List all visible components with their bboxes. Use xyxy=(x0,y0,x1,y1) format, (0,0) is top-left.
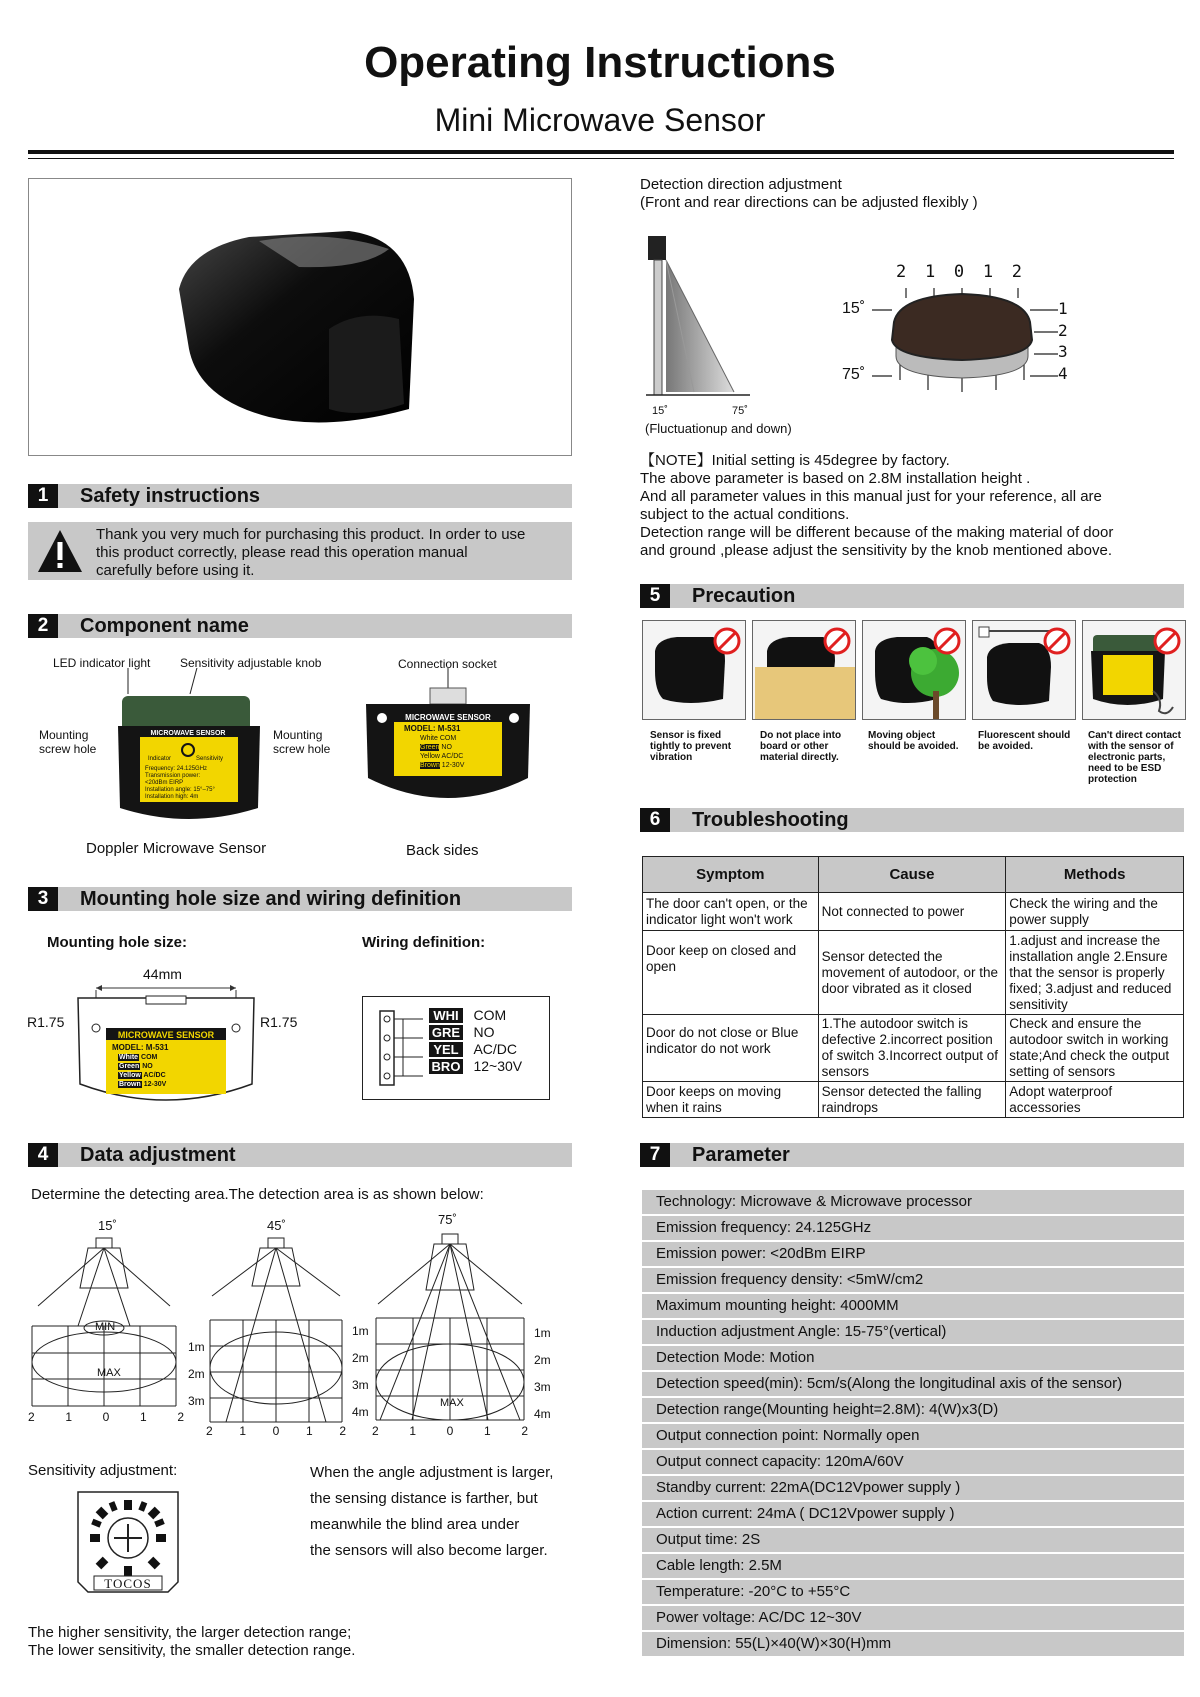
table-row: Door do not close or Blue indicator do not work 1.The autodoor switch is defective 2.incorrect position of switch 3.Incorrect output of sensors Check and ensure the autodoor switch in working state;And check the output setting of sensors xyxy=(643,1015,1184,1082)
section-component-header xyxy=(28,614,572,638)
scale-3: 2 1 0 1 2 xyxy=(372,1424,528,1438)
wire-func: AC/DC xyxy=(473,1041,518,1057)
angle-label-45: 45˚ xyxy=(267,1218,286,1233)
precaution-card-fluorescent xyxy=(972,620,1076,720)
section-number: 1 xyxy=(28,484,58,508)
precaution-card-vibration xyxy=(642,620,746,720)
terminal-icon xyxy=(379,1007,425,1091)
parameter-row: Detection speed(min): 5cm/s(Along the longitudinal axis of the sensor) xyxy=(642,1372,1184,1396)
section-number: 2 xyxy=(28,614,58,638)
front-board-diagram xyxy=(118,668,260,828)
precaution-caption: Moving object should be avoided. xyxy=(868,730,959,752)
angle-label-15: 15˚ xyxy=(98,1218,117,1233)
hole-label-wires: White COM Green NO Yellow AC/DC Brown 12-30V xyxy=(119,1054,167,1088)
section-label: Safety instructions xyxy=(80,485,261,507)
hole-width-label: 44mm xyxy=(143,966,182,982)
front-sensitivity-label: Sensitivity xyxy=(196,756,224,762)
direction-right-scale: 1 2 3 4 xyxy=(1058,299,1068,383)
safety-text-line: Thank you very much for purchasing this product. In order to use xyxy=(96,526,526,543)
safety-text-line: carefully before using it. xyxy=(96,562,255,579)
distance-3m: 3m xyxy=(352,1378,369,1392)
column-header: Cause xyxy=(818,857,1006,893)
wire-code: GRE xyxy=(429,1025,463,1040)
wire-code: BRO xyxy=(429,1059,463,1074)
radius-left-label: R1.75 xyxy=(27,1014,65,1030)
table-row: Door keep on closed and open Sensor detected the movement of autodoor, or the door vibrated as it closed 1.adjust and increase the installation angle 2.Ensure that the sensor is properly fixed; 3.adjust and reduced sensitivity xyxy=(643,931,1184,1015)
section-label: Mounting hole size and wiring definition xyxy=(80,888,462,910)
sensitivity-label: Sensitivity adjustment: xyxy=(28,1462,178,1479)
page-subtitle: Mini Microwave Sensor xyxy=(434,102,766,138)
angle-note: When the angle adjustment is larger, the sensing distance is farther, but meanwhile the blind area under the sensors will also become larger. xyxy=(310,1464,554,1559)
distance-3m: 3m xyxy=(188,1394,205,1408)
section-label: Component name xyxy=(80,615,249,637)
parameter-row: Temperature: -20°C to +55°C xyxy=(642,1580,1184,1604)
note-block: 【NOTE】Initial setting is 45degree by factory. The above parameter is based on 2.8M installation height . And all parameter values in this manual just for your reference, all are subject to the actual conditions. Detection range will be different because of the making material of door and ground ,please adjust the sensitivity by the knob mentioned above. xyxy=(640,452,1114,559)
section-label: Troubleshooting xyxy=(692,809,849,831)
back-label-title: MICROWAVE SENSOR xyxy=(405,713,491,722)
radius-right-label: R1.75 xyxy=(260,1014,298,1030)
wiring-definition-box xyxy=(362,996,550,1100)
column-header: Methods xyxy=(1006,857,1184,893)
section-troubleshooting-header xyxy=(640,808,1184,832)
sensitivity-brand: TOCOS xyxy=(104,1576,152,1591)
precaution-caption: Fluorescent should be avoided. xyxy=(978,730,1071,752)
front-caption: Doppler Microwave Sensor xyxy=(86,840,267,857)
section-number: 6 xyxy=(640,808,670,832)
direction-sensor-topview xyxy=(870,286,1070,394)
precaution-caption: Can't direct contact with the sensor of electronic parts, need to be ESD protection xyxy=(1088,730,1181,785)
parameter-row: Detection Mode: Motion xyxy=(642,1346,1184,1370)
precaution-caption: Do not place into board or other material directly. xyxy=(760,730,842,763)
parameter-row: Technology: Microwave & Microwave processor xyxy=(642,1190,1184,1214)
precaution-card-esd xyxy=(1082,620,1186,720)
parameter-row: Emission frequency: 24.125GHz xyxy=(642,1216,1184,1240)
detection-area-75-diagram xyxy=(372,1232,528,1424)
direction-cone-diagram xyxy=(644,232,754,400)
hole-label-model: MODEL: M-531 xyxy=(112,1043,169,1052)
section-number: 3 xyxy=(28,887,58,911)
safety-box xyxy=(28,522,572,580)
table-row: Door keeps on moving when it rains Sensor detected the falling raindrops Adopt waterproof accessories xyxy=(643,1082,1184,1118)
section-number: 4 xyxy=(28,1143,58,1167)
min-label: MIN xyxy=(95,1321,116,1333)
max-label: MAX xyxy=(97,1367,121,1379)
section-number: 7 xyxy=(640,1143,670,1167)
data-intro: Determine the detecting area.The detection area is as shown below: xyxy=(31,1186,484,1203)
wire-func: NO xyxy=(473,1024,495,1040)
parameter-list xyxy=(642,1190,1184,1658)
direction-title: Detection direction adjustment (Front and rear directions can be adjusted flexibly ) xyxy=(640,176,978,211)
product-photo xyxy=(28,178,572,456)
hole-label-title: MICROWAVE SENSOR xyxy=(117,1030,215,1040)
distance-4m: 4m xyxy=(534,1407,551,1421)
cone-angle-min: 15˚ xyxy=(652,405,668,417)
parameter-row: Output connection point: Normally open xyxy=(642,1424,1184,1448)
column-header: Symptom xyxy=(643,857,819,893)
section-label: Data adjustment xyxy=(80,1144,236,1166)
table-row: The door can't open, or the indicator light won't work Not connected to power Check the wiring and the power supply xyxy=(643,893,1184,931)
parameter-row: Power voltage: AC/DC 12~30V xyxy=(642,1606,1184,1630)
led-label: LED indicator light xyxy=(53,656,151,670)
front-label-title: MICROWAVE SENSOR xyxy=(150,730,226,737)
section-label: Precaution xyxy=(692,585,796,607)
distance-2m: 2m xyxy=(188,1367,205,1381)
wiring-title: Wiring definition: xyxy=(362,934,486,951)
direction-angle-max: 75˚ xyxy=(842,366,866,383)
distance-2m: 2m xyxy=(534,1353,551,1367)
header-rule-thin xyxy=(28,158,1174,159)
angle-label-75: 75˚ xyxy=(438,1212,457,1227)
warning-icon xyxy=(36,528,84,574)
front-label-specs: Frequency: 24.125GHz Transmission power: <20dBm EIRP Installation angle: 15°–75° Installation high: 4m xyxy=(145,766,215,800)
precaution-card-moving xyxy=(862,620,966,720)
wire-list xyxy=(429,1007,522,1075)
distance-4m: 4m xyxy=(352,1405,369,1419)
parameter-row: Detection range(Mounting height=2.8M): 4(W)x3(D) xyxy=(642,1398,1184,1422)
wire-code: YEL xyxy=(429,1042,463,1057)
back-label-model: MODEL: M-531 xyxy=(404,724,461,733)
parameter-row: Standby current: 22mA(DC12Vpower supply ) xyxy=(642,1476,1184,1500)
detection-area-45-diagram xyxy=(206,1236,346,1426)
parameter-row: Maximum mounting height: 4000MM xyxy=(642,1294,1184,1318)
header-rule xyxy=(28,150,1174,154)
precaution-caption: Sensor is fixed tightly to prevent vibration xyxy=(650,730,732,763)
parameter-row: Dimension: 55(L)×40(W)×30(H)mm xyxy=(642,1632,1184,1656)
distance-1m: 1m xyxy=(352,1324,369,1338)
distance-1m: 1m xyxy=(188,1340,205,1354)
parameter-row: Emission frequency density: <5mW/cm2 xyxy=(642,1268,1184,1292)
hole-size-title: Mounting hole size: xyxy=(47,934,187,951)
front-indicator-label: Indicator xyxy=(148,756,172,762)
direction-top-scale: 2 1 0 1 2 xyxy=(896,262,1022,282)
parameter-row: Output time: 2S xyxy=(642,1528,1184,1552)
table-header-row xyxy=(643,857,1184,893)
distance-3m: 3m xyxy=(534,1380,551,1394)
parameter-row: Action current: 24mA ( DC12Vpower supply ) xyxy=(642,1502,1184,1526)
scale-1: 2 1 0 1 2 xyxy=(28,1410,184,1424)
max-label: MAX xyxy=(440,1397,464,1409)
section-parameter-header xyxy=(640,1143,1184,1167)
parameter-row: Output connect capacity: 120mA/60V xyxy=(642,1450,1184,1474)
wire-func: 12~30V xyxy=(473,1058,523,1074)
back-caption: Back sides xyxy=(406,842,479,859)
socket-label: Connection socket xyxy=(398,657,497,671)
section-mounting-header xyxy=(28,887,572,911)
back-label-wires: White COM Green NO Yellow AC/DC Brown 12-30V xyxy=(420,735,465,769)
scale-2: 2 1 0 1 2 xyxy=(206,1424,346,1438)
fluctuation-note: (Fluctuationup and down) xyxy=(645,421,792,436)
parameter-row: Emission power: <20dBm EIRP xyxy=(642,1242,1184,1266)
section-data-header xyxy=(28,1143,572,1167)
mount-left-label: Mounting screw hole xyxy=(39,728,97,756)
distance-2m: 2m xyxy=(352,1351,369,1365)
mount-right-label: Mounting screw hole xyxy=(273,728,331,756)
parameter-row: Induction adjustment Angle: 15-75°(vertical) xyxy=(642,1320,1184,1344)
parameter-row: Cable length: 2.5M xyxy=(642,1554,1184,1578)
section-label: Parameter xyxy=(692,1144,790,1166)
wire-code: WHI xyxy=(429,1008,463,1023)
wire-func: COM xyxy=(473,1007,507,1023)
cone-angle-max: 75˚ xyxy=(732,405,748,417)
direction-angle-min: 15˚ xyxy=(842,300,866,317)
distance-1m: 1m xyxy=(534,1326,551,1340)
troubleshooting-table xyxy=(642,856,1184,1118)
section-number: 5 xyxy=(640,584,670,608)
section-safety-header xyxy=(28,484,572,508)
sensor-photo-image xyxy=(29,179,573,457)
precaution-card-board xyxy=(752,620,856,720)
knob-label: Sensitivity adjustable knob xyxy=(180,656,322,670)
sensitivity-note: The higher sensitivity, the larger detection range; The lower sensitivity, the smaller detection range. xyxy=(28,1624,356,1659)
section-precaution-header xyxy=(640,584,1184,608)
safety-text-line: this product correctly, please read this operation manual xyxy=(96,544,468,561)
page-title: Operating Instructions xyxy=(364,38,836,87)
